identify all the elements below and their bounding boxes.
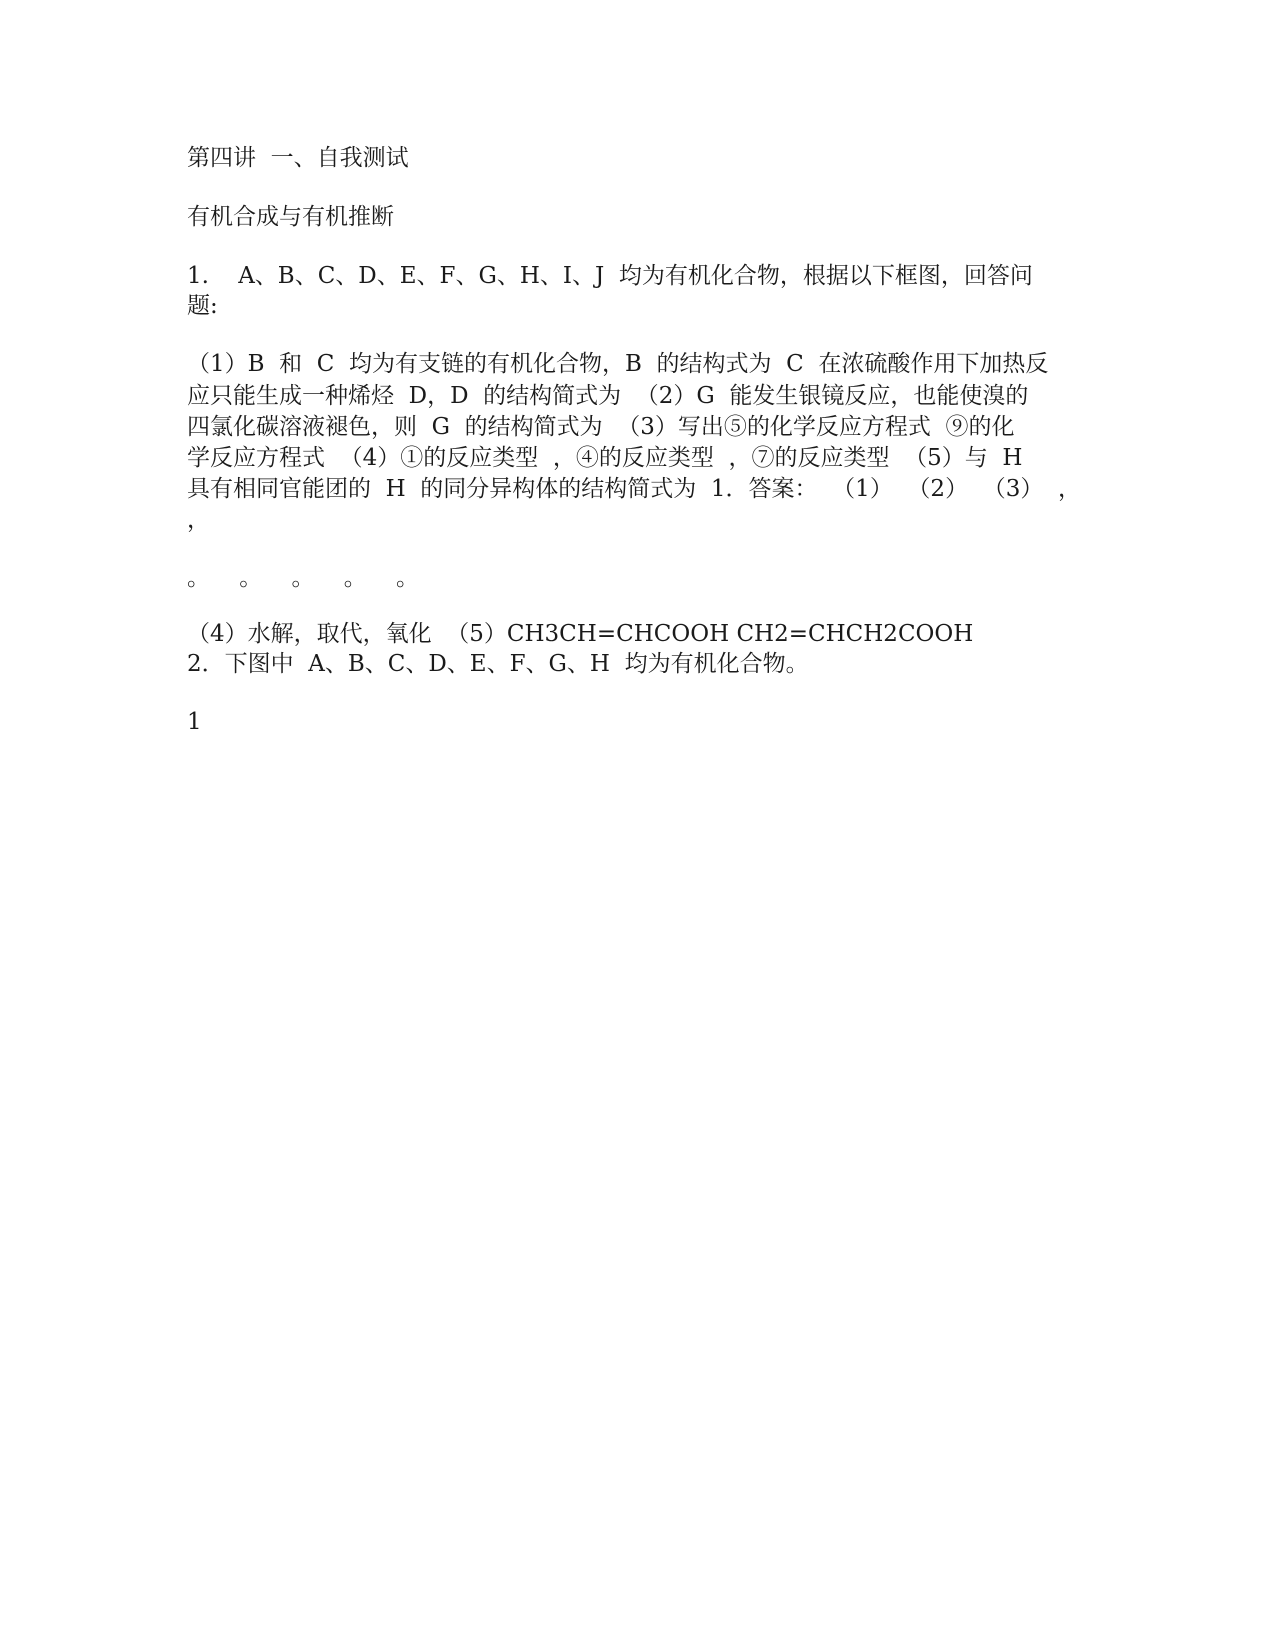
question-1-line-1: 1. A、B、C、D、E、F、G、H、I、J 均为有机化合物，根据以下框图，回答问 bbox=[187, 263, 1033, 289]
blank-answer-dots: 。 。 。 。 。 bbox=[187, 565, 419, 591]
page-number: 1 bbox=[187, 709, 202, 735]
answer-line: （4）水解，取代，氧化 （5）CH3CH=CHCOOH CH2=CHCH2COOH bbox=[187, 621, 974, 647]
question-1-line-2: 题: bbox=[187, 293, 218, 319]
question-1-body-line: 应只能生成一种烯烃 D，D 的结构简式为 （2）G 能发生银镜反应，也能使溴的 bbox=[187, 383, 1029, 409]
question-1-body-line: ， bbox=[187, 507, 210, 533]
lecture-heading: 第四讲 一、自我测试 bbox=[187, 145, 409, 171]
question-2-line: 2．下图中 A、B、C、D、E、F、G、H 均为有机化合物。 bbox=[187, 651, 809, 677]
question-1-body-line: （1）B 和 C 均为有支链的有机化合物，B 的结构式为 C 在浓硫酸作用下加热反 bbox=[187, 351, 1049, 377]
topic-subheading: 有机合成与有机推断 bbox=[187, 204, 394, 230]
question-1-body-line: 学反应方程式 （4）①的反应类型 ，④的反应类型 ，⑦的反应类型 （5）与 H bbox=[187, 445, 1023, 471]
question-1-body-line: 四氯化碳溶液褪色，则 G 的结构简式为 （3）写出⑤的化学反应方程式 ⑨的化 bbox=[187, 414, 1015, 440]
question-1-body-line: 具有相同官能团的 H 的同分异构体的结构简式为 1．答案： （1） （2） （3） ， bbox=[187, 476, 1081, 502]
